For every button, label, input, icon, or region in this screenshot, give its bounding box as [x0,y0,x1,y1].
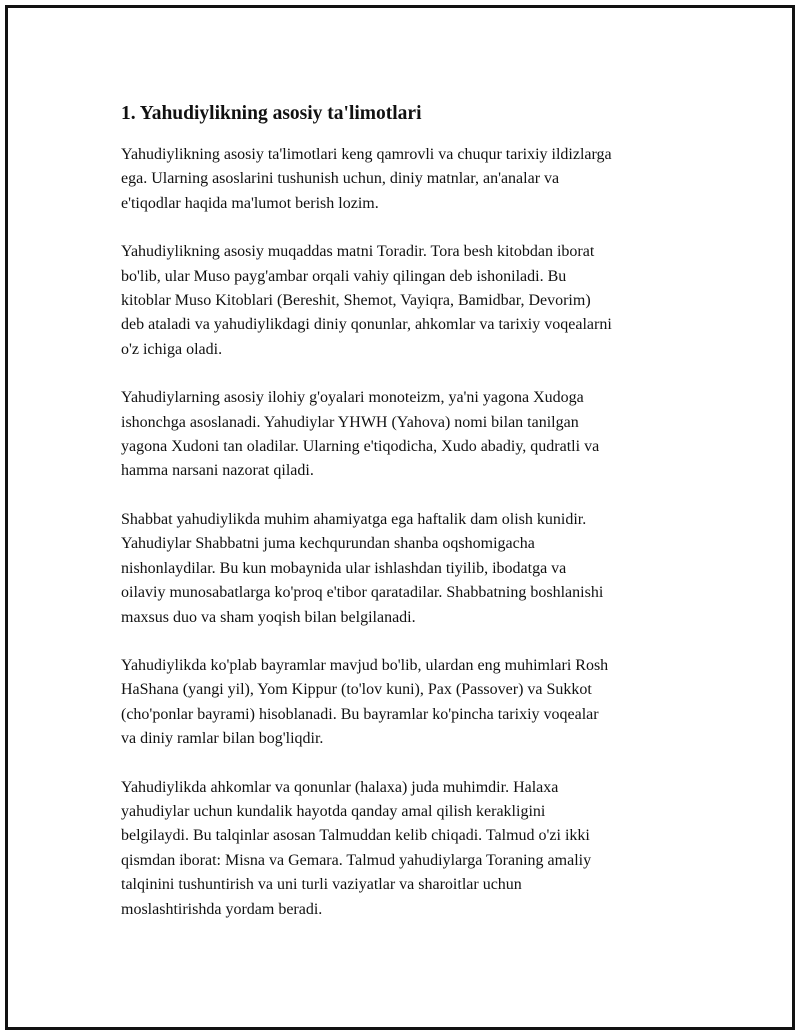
page-frame [5,5,795,1030]
text-line: qismdan iborat: Misna va Gemara. Talmud yahudiylarga Toraning amaliy [121,851,592,869]
paragraph-halakha [121,776,701,922]
text-line: deb ataladi va yahudiylikdagi diniy qonunlar, ahkomlar va tarixiy voqealarni [121,316,612,334]
text-line: hamma narsani nazorat qiladi. [121,462,314,480]
text-line: belgilaydi. Bu talqinlar asosan Talmuddan kelib chiqadi. Talmud o'zi ikki [121,827,590,845]
paragraph-holidays [121,654,701,752]
text-line: ishonchga asoslanadi. Yahudiylar YHWH (Yahova) nomi bilan tanilgan [121,413,579,431]
text-line: Yahudiylikning asosiy ta'limotlari keng qamrovli va chuqur tarixiy ildizlarga [121,146,612,163]
text-line: kitoblar Muso Kitoblari (Bereshit, Shemot, Vayiqra, Bamidbar, Devorim) [121,292,591,310]
text-line: Yahudiylar Shabbatni juma kechqurundan shanba oqshomigacha [121,535,535,553]
paragraph-intro [121,143,701,216]
text-line: Yahudiylarning asosiy ilohiy g'oyalari monoteizm, ya'ni yagona Xudoga [121,389,584,407]
text-line: va diniy ramlar bilan bog'liqdir. [121,730,324,748]
text-line: Shabbat yahudiylikda muhim ahamiyatga ega haftalik dam olish kunidir. [121,510,587,528]
text-line: Yahudiylikda ahkomlar va qonunlar (halaxa) juda muhimdir. Halaxa [121,778,559,796]
paragraph-shabbat [121,508,701,630]
text-line: maxsus duo va sham yoqish bilan belgilanadi. [121,608,416,626]
text-line: Yahudiylikning asosiy muqaddas matni Toradir. Tora besh kitobdan iborat [121,243,595,261]
text-line: yahudiylar uchun kundalik hayotda qanday amal qilish kerakligini [121,802,546,820]
document-body [121,101,701,946]
text-line: bo'lib, ular Muso payg'ambar orqali vahiy qilingan deb ishoniladi. Bu [121,267,567,285]
text-line: oilaviy munosabatlarga ko'proq e'tibor qaratadilar. Shabbatning boshlanishi [121,584,604,602]
text-line: yagona Xudoni tan oladilar. Ularning e'tiqodicha, Xudo abadiy, qudratli va [121,438,600,456]
document-title: 1. Yahudiylikning asosiy ta'limotlari [121,103,422,124]
text-line: talqinini tushuntirish va uni turli vaziyatlar va sharoitlar uchun [121,876,522,894]
text-line: Yahudiylikda ko'plab bayramlar mavjud bo'lib, ulardan eng muhimlari Rosh [121,656,609,674]
text-line: ega. Ularning asoslarini tushunish uchun, diniy matnlar, an'analar va [121,170,560,188]
text-line: o'z ichiga oladi. [121,340,223,358]
text-line: (cho'ponlar bayrami) hisoblanadi. Bu bayramlar ko'pincha tarixiy voqealar [121,705,599,723]
text-line: e'tiqodlar haqida ma'lumot berish lozim. [121,194,379,212]
paragraph-torah [121,240,701,362]
text-line: moslashtirishda yordam beradi. [121,900,323,918]
text-line: HaShana (yangi yil), Yom Kippur (to'lov kuni), Pax (Passover) va Sukkot [121,681,592,699]
paragraph-monotheism [121,386,701,484]
text-line: nishonlaydilar. Bu kun mobaynida ular ishlashdan tiyilib, ibodatga va [121,559,567,577]
